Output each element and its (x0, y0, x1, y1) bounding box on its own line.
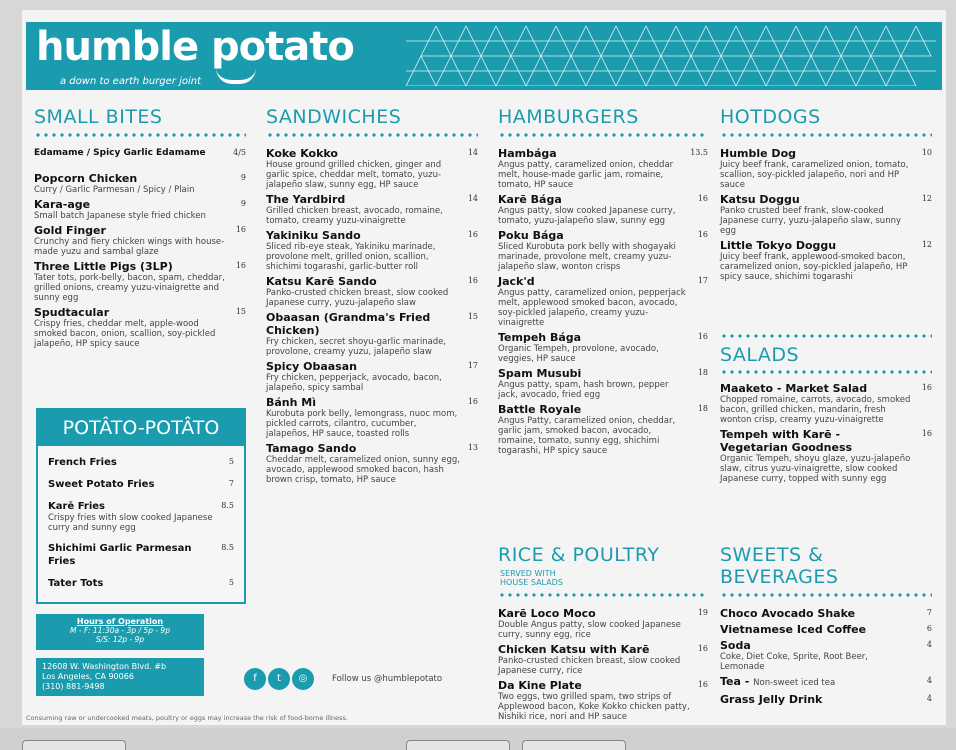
item-name: Little Tokyo Doggu (720, 239, 837, 252)
item-name: Shichimi Garlic Parmesan Fries (48, 543, 192, 567)
item-name: Jack'd (498, 275, 535, 288)
item-description: Curry / Garlic Parmesan / Spicy / Plain (34, 185, 195, 195)
menu-item (266, 193, 478, 226)
item-description: Organic Tempeh, provolone, avocado, veggies, HP sauce (498, 344, 659, 364)
dotted-divider (720, 131, 932, 139)
item-description: Sliced rib-eye steak, Yakiniku marinade, provolone melt, grilled onion, scallion, shichimi togarashi, garlic-butter roll (266, 242, 436, 272)
rice-poultry-subtitle-line1: SERVED WITH (500, 568, 556, 578)
item-price: 4 (926, 694, 932, 703)
menu-item (34, 260, 246, 303)
item-description: Grilled chicken breast, avocado, romaine, tomato, creamy yuzu-vinaigrette (266, 206, 443, 226)
item-description: Kurobuta pork belly, lemongrass, nuoc mom, pickled carrots, cilantro, cucumber, jalapeños, HP sauce, toasted rolls (266, 409, 458, 439)
item-description: Panko crusted beef frank, slow-cooked Japanese curry, yuzu-jalapeño slaw, sunny egg (720, 206, 901, 236)
potato-section (36, 408, 246, 604)
item-description: Crispy fries with slow cooked Japanese curry and sunny egg (48, 513, 213, 533)
item-price: 4/5 (233, 148, 246, 157)
small-bites-title: SMALL BITES (34, 106, 163, 128)
menu-item (266, 442, 478, 485)
item-name: Tea - Non-sweet iced tea (720, 675, 836, 688)
twitter-icon[interactable]: t (268, 668, 290, 690)
item-description: Angus patty, caramelized onion, pepperjack melt, applewood smoked bacon, avocado, soy-pickled jalapeño, creamy yuzu-vinaigrette (498, 288, 686, 328)
item-price: 18 (697, 404, 708, 413)
menu-item (498, 403, 708, 456)
item-name: Yakiniku Sando (266, 229, 361, 242)
item-price: 9 (240, 199, 246, 208)
item-name: Bánh Mì (266, 396, 317, 409)
item-price: 15 (235, 307, 246, 316)
menu-item (498, 679, 708, 722)
item-description: Panko-crusted chicken breast, slow cooked Japanese curry, rice (498, 656, 681, 676)
item-price: 16 (921, 429, 932, 438)
item-description: Juicy beef frank, applewood-smoked bacon, caramelized onion, soy-pickled jalapeño, HP spicy sauce, shichimi togarashi (720, 252, 908, 282)
item-name: Karē Loco Moco (498, 607, 596, 620)
viewer-button[interactable] (406, 740, 510, 750)
item-price: 16 (697, 332, 708, 341)
menu-item (34, 172, 246, 195)
hours-panel (36, 614, 204, 650)
item-price: 16 (697, 230, 708, 239)
item-price: 8.5 (221, 501, 234, 510)
item-price: 8.5 (221, 543, 234, 552)
item-price: 16 (697, 644, 708, 653)
item-name: Chicken Katsu with Karē (498, 643, 650, 656)
facebook-icon[interactable]: f (244, 668, 266, 690)
item-price: 4 (926, 640, 932, 649)
item-price: 16 (697, 194, 708, 203)
dotted-divider (34, 131, 246, 139)
item-price: 19 (697, 608, 708, 617)
item-name: Grass Jelly Drink (720, 693, 823, 706)
item-price: 14 (467, 194, 478, 203)
item-name: Tempeh with Karē - Vegetarian Goodness (720, 428, 853, 454)
hours-weekday: M - F: 11:30a - 3p / 5p - 9p (70, 626, 170, 635)
item-description: Double Angus patty, slow cooked Japanese curry, sunny egg, rice (498, 620, 681, 640)
item-name: Da Kine Plate (498, 679, 582, 692)
item-description: Chopped romaine, carrots, avocado, smoked bacon, grilled chicken, mandarin, fresh wonton crisp, creamy yuzu-vinaigrette (720, 395, 911, 425)
address-panel (36, 658, 204, 696)
item-description: Cheddar melt, caramelized onion, sunny egg, avocado, applewood smoked bacon, hash brown crisp, tomato, HP sauce (266, 455, 460, 485)
menu-item (48, 542, 234, 568)
item-name: Karē Fries (48, 501, 105, 512)
item-name: Edamame / Spicy Garlic Edamame (34, 148, 206, 158)
viewer-button[interactable] (522, 740, 626, 750)
menu-item (720, 193, 932, 236)
dotted-divider (720, 332, 932, 340)
brand-tagline: a down to earth burger joint (60, 76, 202, 87)
item-description: Small batch Japanese style fried chicken (34, 211, 206, 221)
menu-sheet (22, 10, 946, 725)
item-price: 12 (921, 240, 932, 249)
item-description: Angus Patty, caramelized onion, cheddar, garlic jam, smoked bacon, avocado, romaine, tomato, sunny egg, shichimi togarashi, HP spicy sauce (498, 416, 676, 456)
menu-item (498, 193, 708, 226)
item-price: 13 (467, 443, 478, 452)
small-bites-section (34, 106, 246, 352)
item-price: 9 (240, 173, 246, 182)
item-description: Fry chicken, pepperjack, avocado, bacon, jalapeño, spicy sambal (266, 373, 442, 393)
menu-item (266, 229, 478, 272)
item-name: Vietnamese Iced Coffee (720, 623, 867, 636)
item-price: 7 (228, 479, 234, 488)
item-price: 5 (228, 457, 234, 466)
item-name: Karē Bága (498, 193, 562, 206)
item-name: Spam Musubi (498, 367, 582, 380)
salads-section (720, 332, 932, 487)
item-description: Tater tots, pork-belly, bacon, spam, cheddar, grilled onions, creamy yuzu-vinaigrette and sunny egg (34, 273, 225, 303)
menu-item (34, 306, 246, 349)
item-name: Tater Tots (48, 578, 104, 589)
item-price: 16 (467, 276, 478, 285)
item-name: Hambága (498, 147, 557, 160)
dotted-divider (720, 368, 932, 376)
item-name: Tamago Sando (266, 442, 357, 455)
social-icons (244, 666, 316, 690)
item-description: Juicy beef frank, caramelized onion, tomato, scallion, soy-pickled jalapeño, nori and HP sauce (720, 160, 909, 190)
menu-item (720, 639, 932, 672)
item-description: House ground grilled chicken, ginger and garlic spice, cheddar melt, tomato, yuzu-jalapeño slaw, sunny egg, HP sauce (266, 160, 442, 190)
item-price: 13.5 (690, 148, 708, 157)
menu-item (498, 331, 708, 364)
menu-item (720, 382, 932, 425)
menu-item (720, 239, 932, 282)
address-street: 12608 W. Washington Blvd. #b (42, 662, 167, 671)
item-price: 14 (467, 148, 478, 157)
item-name: The Yardbird (266, 193, 346, 206)
item-name: Katsu Karē Sando (266, 275, 377, 288)
item-price: 4 (926, 676, 932, 685)
item-name: Popcorn Chicken (34, 172, 138, 185)
menu-item (720, 428, 932, 484)
menu-item (48, 577, 234, 590)
menu-item (720, 147, 932, 190)
item-price: 16 (235, 225, 246, 234)
menu-item (720, 693, 932, 706)
dotted-divider (498, 591, 708, 599)
sandwiches-title: SANDWICHES (266, 106, 402, 128)
item-name: Gold Finger (34, 224, 106, 237)
menu-item (34, 224, 246, 257)
item-description: Fry chicken, secret shoyu-garlic marinade, provolone, creamy yuzu, jalapeño slaw (266, 337, 447, 357)
menu-item (266, 275, 478, 308)
item-price: 18 (697, 368, 708, 377)
item-description: Organic Tempeh, shoyu glaze, yuzu-jalapeño slaw, citrus yuzu-vinaigrette, slow cooked Japanese curry, topped with sunny egg (720, 454, 911, 484)
item-name: Battle Royale (498, 403, 582, 416)
follow-text: Follow us @humblepotato (332, 674, 443, 684)
item-price: 17 (467, 361, 478, 370)
item-name: Maaketo - Market Salad (720, 382, 868, 395)
item-description: Panko-crusted chicken breast, slow cooked Japanese curry, yuzu-jalapeño slaw (266, 288, 449, 308)
item-name: Choco Avocado Shake (720, 607, 856, 620)
item-price: 16 (235, 261, 246, 270)
menu-item (48, 478, 234, 491)
item-name: Kara-age (34, 198, 91, 211)
item-name: Sweet Potato Fries (48, 479, 155, 490)
rice-poultry-subtitle-line2: HOUSE SALADS (500, 577, 563, 587)
menu-item (498, 643, 708, 676)
potato-title: POTÂTO-POTÂTO (38, 410, 244, 446)
item-price: 16 (697, 680, 708, 689)
address-city: Los Angeles, CA 90066 (42, 672, 134, 681)
disclaimer: Consuming raw or undercooked meats, poultry or eggs may increase the risk of food-borne illness. (26, 714, 348, 722)
item-name: Humble Dog (720, 147, 796, 160)
menu-item (266, 147, 478, 190)
hotdogs-title: HOTDOGS (720, 106, 821, 128)
hours-title: Hours of Operation (76, 617, 164, 626)
item-description: Crispy fries, cheddar melt, apple-wood smoked bacon, onion, scallion, soy-pickled jalapeño, HP spicy sauce (34, 319, 216, 349)
item-name: Obaasan (Grandma's Fried Chicken) (266, 311, 431, 337)
item-price: 7 (926, 608, 932, 617)
instagram-icon[interactable]: ◎ (292, 668, 314, 690)
item-description: Angus patty, caramelized onion, cheddar melt, house-made garlic jam, romaine, tomato, HP sauce (498, 160, 674, 190)
dotted-divider (498, 131, 708, 139)
item-price: 15 (467, 312, 478, 321)
menu-item (498, 275, 708, 328)
hamburgers-section (498, 106, 708, 459)
item-description: Sliced Kurobuta pork belly with shogayaki marinade, provolone melt, creamy yuzu-jalapeño slaw, wonton crisps (498, 242, 676, 272)
item-description: Two eggs, two grilled spam, two strips of Applewood bacon, Koke Kokko chicken patty, Nishiki rice, nori and HP sauce (498, 692, 690, 722)
menu-item (498, 607, 708, 640)
menu-item (720, 675, 932, 690)
tea-name: Tea (720, 675, 741, 688)
menu-item (266, 396, 478, 439)
sandwiches-section (266, 106, 478, 488)
menu-item (34, 198, 246, 221)
dotted-divider (266, 131, 478, 139)
menu-item (48, 500, 234, 533)
hotdogs-section (720, 106, 932, 285)
hours-weekend: S/S: 12p - 9p (95, 635, 145, 644)
item-name: Soda (720, 639, 751, 652)
menu-item (34, 147, 246, 160)
item-price: 6 (926, 624, 932, 633)
item-description: Angus patty, slow cooked Japanese curry, tomato, yuzu-jalapeño slaw, sunny egg (498, 206, 676, 226)
item-name: Spudtacular (34, 306, 110, 319)
item-price: 16 (467, 397, 478, 406)
sweets-title: SWEETS & BEVERAGES (720, 544, 839, 588)
item-price: 12 (921, 194, 932, 203)
menu-item (266, 360, 478, 393)
menu-item (720, 607, 932, 620)
item-price: 16 (467, 230, 478, 239)
menu-item (720, 623, 932, 636)
menu-item (498, 229, 708, 272)
address-phone: (310) 881-9498 (42, 682, 105, 691)
item-name: Spicy Obaasan (266, 360, 357, 373)
menu-item (266, 311, 478, 357)
item-price: 16 (921, 383, 932, 392)
item-name: French Fries (48, 457, 117, 468)
rice-poultry-section (498, 544, 708, 725)
item-price: 10 (921, 148, 932, 157)
menu-item (48, 456, 234, 469)
rice-poultry-heading: RICE & POULTRY (498, 544, 660, 566)
sweets-section (720, 544, 932, 709)
menu-header (26, 22, 942, 90)
triangle-pattern-icon (406, 26, 936, 86)
menu-item (498, 147, 708, 190)
item-name: Koke Kokko (266, 147, 338, 160)
item-name: Katsu Doggu (720, 193, 800, 206)
hamburgers-title: HAMBURGERS (498, 106, 639, 128)
salads-title: SALADS (720, 344, 800, 366)
item-name: Tempeh Bága (498, 331, 582, 344)
item-price: 5 (228, 578, 234, 587)
menu-item (498, 367, 708, 400)
smile-logo-icon (216, 68, 256, 84)
item-name: Poku Bága (498, 229, 564, 242)
brand-logo: humble potato (36, 24, 354, 70)
item-description: Coke, Diet Coke, Sprite, Root Beer, Lemonade (720, 652, 869, 672)
dotted-divider (720, 591, 932, 599)
rice-poultry-title (498, 544, 708, 588)
item-description: Angus patty, spam, hash brown, pepper jack, avocado, fried egg (498, 380, 669, 400)
item-name: Three Little Pigs (3LP) (34, 260, 173, 273)
tea-description: Non-sweet iced tea (753, 678, 836, 688)
item-price: 17 (697, 276, 708, 285)
item-description: Crunchy and fiery chicken wings with house-made yuzu and sambal glaze (34, 237, 225, 257)
viewer-button[interactable] (22, 740, 126, 750)
